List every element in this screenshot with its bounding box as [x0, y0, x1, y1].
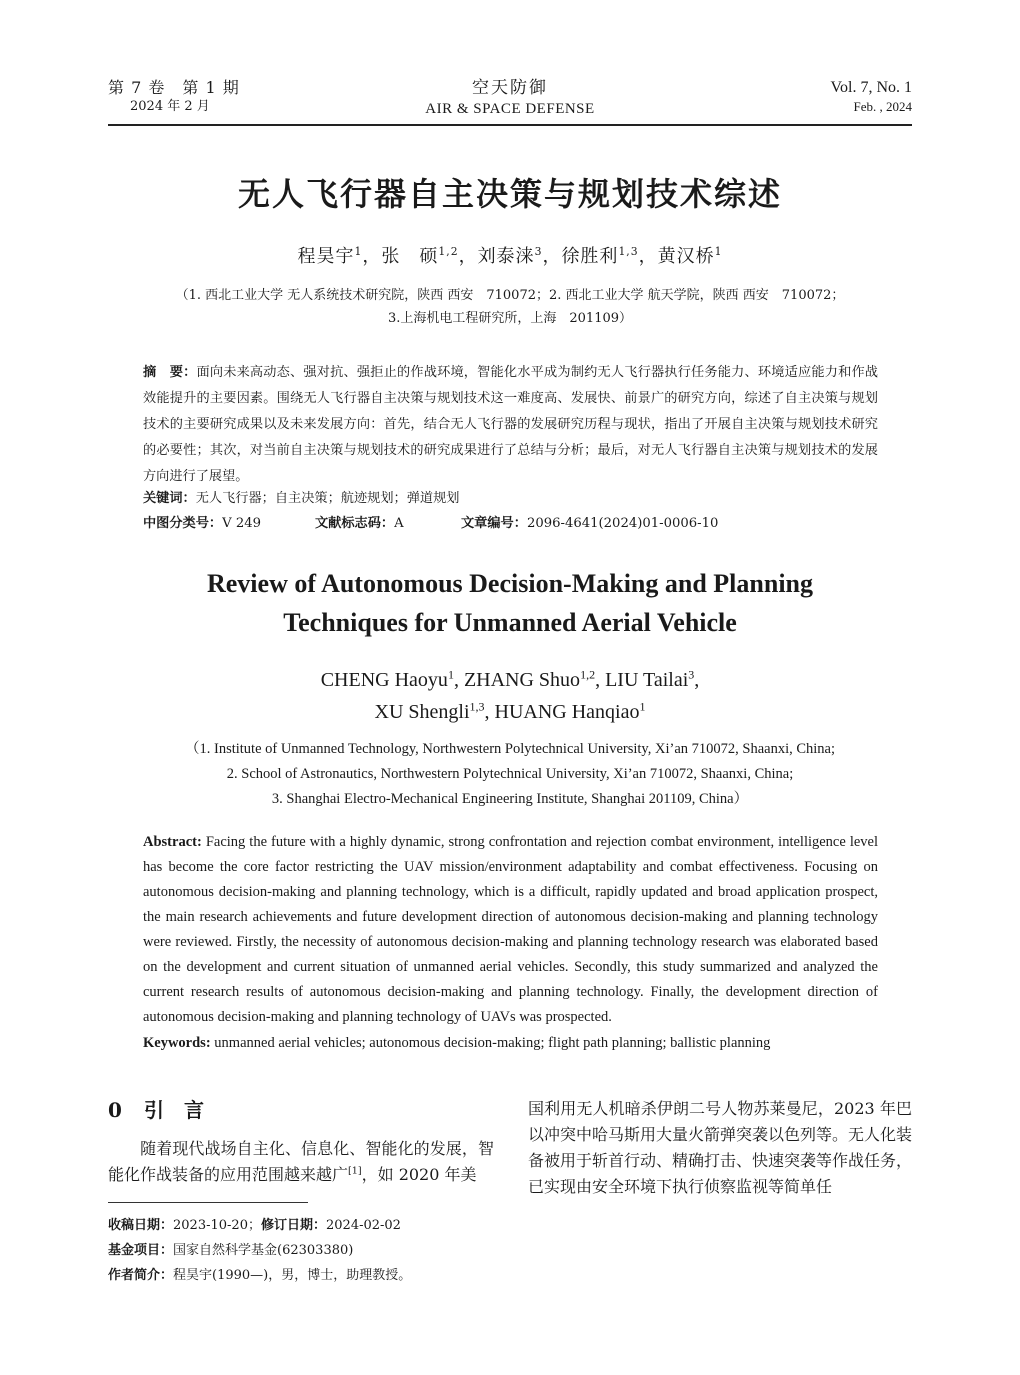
author-en: XU Shengli$^{1,3}$, [374, 699, 495, 723]
abstract-en-label: Abstract: [143, 834, 202, 850]
keywords-en [143, 1031, 903, 1056]
footnote-dates: 收稿日期：2023-10-20；修订日期：2024-02-02 [108, 1218, 401, 1233]
header-right [712, 78, 912, 116]
author-cn: 刘泰涞$^3$， [477, 245, 562, 267]
footnote-fund: 基金项目：国家自然科学基金(62303380) [108, 1243, 354, 1258]
intro-paragraph: 随着现代战场自主化、信息化、智能化的发展，智能化作战装备的应用范围越来越广[1]，如 2020 年美 [108, 1139, 494, 1184]
affiliation-en-line: （1. Institute of Unmanned Technology, Northwestern Polytechnical University, Xi’an 710072, Shaanxi, China; [184, 741, 836, 757]
title-cn: 无人飞行器自主决策与规划技术综述 [237, 175, 782, 213]
author-cn: 徐胜利$^{1,3}$， [561, 245, 658, 267]
article-number: 文章编号：2096-4641(2024)01-0006-10 [461, 516, 719, 531]
section-number: 0 [108, 1098, 124, 1122]
author-cn: 张 硕$^{1,2}$， [381, 245, 478, 267]
affiliation-en-line: 3. Shanghai Electro-Mechanical Engineering Institute, Shanghai 201109, China） [271, 791, 749, 807]
title-en-line: Review of Autonomous Decision-Making and Planning [206, 569, 814, 598]
classification-line [143, 513, 878, 535]
author-en: CHENG Haoyu$^1$, [320, 667, 464, 691]
volume-issue-en: Vol. 7, No. 1 [830, 79, 912, 96]
header-left [108, 78, 308, 116]
affiliation-en-line: 2. School of Astronautics, Northwestern Polytechnical University, Xi’an 710072, Shaanxi, China; [226, 766, 794, 782]
volume-issue-cn: 第 7 卷 第 1 期 [108, 78, 240, 97]
body-column-right: 国利用无人机暗杀伊朗二号人物苏莱曼尼，2023 年巴以冲突中哈马斯用大量火箭弹突袭以色列等。无人化装备被用于斩首行动、精确打击、快速突袭等作战任务，已实现由安全环境下执行侦察监视等简单任 [528, 1099, 913, 1196]
footnote-rule [108, 1202, 308, 1203]
authors-en [108, 664, 912, 728]
keywords-cn-label: 关键词： [143, 491, 196, 506]
affiliations-cn [130, 284, 890, 330]
abstract-cn-text: 面向未来高动态、强对抗、强拒止的作战环境，智能化水平成为制约无人飞行器执行任务能力、环境适应能力和作战效能提升的主要因素。围绕无人飞行器自主决策与规划技术这一难度高、发展快、前景广的研究方向，综述了自主决策与规划技术的主要研究成果以及未来发展方向：首先，结合无人飞行器的发展研究历程与现状，指出了开展自主决策与规划技术研究的必要性；其次，对当前自主决策与规划技术的研究成果进行了总结与分析；最后，对无人飞行器自主决策与规划技术的发展方向进行了展望。 [143, 365, 878, 484]
keywords-cn-text: 无人飞行器；自主决策；航迹规划；弹道规划 [195, 491, 460, 506]
abstract-cn-label: 摘 要： [143, 365, 197, 380]
footnote-author: 作者简介：程昊宇(1990—)，男，博士，助理教授。 [108, 1268, 412, 1283]
journal-name [360, 78, 660, 119]
section-heading [108, 1094, 494, 1126]
keywords-cn [143, 488, 878, 510]
section-title-char: 言 [184, 1098, 206, 1122]
author-cn: 程昊宇$^1$， [297, 245, 382, 267]
authors-cn [108, 244, 912, 270]
abstract-cn [143, 360, 878, 490]
header-rule [108, 124, 912, 126]
body-column-left [108, 1094, 494, 1188]
author-en: HUANG Hanqiao$^1$ [494, 699, 646, 723]
publication-date-cn: 2024 年 2 月 [130, 99, 210, 114]
author-en: LIU Tailai$^3$, [605, 667, 700, 691]
authors-en-line [108, 696, 912, 728]
document-code: 文献标志码：A [315, 516, 404, 531]
journal-name-en: AIR & SPACE DEFENSE [425, 101, 595, 117]
keywords-en-text: unmanned aerial vehicles; autonomous decision-making; flight path planning; ballistic planning [214, 1035, 771, 1051]
author-en: ZHANG Shuo$^{1,2}$, [463, 667, 606, 691]
footnotes [108, 1213, 912, 1288]
abstract-en [143, 830, 878, 1030]
affiliation-line: 3.上海机电工程研究所，上海 201109） [387, 311, 633, 326]
affiliation-line: （1. 西北工业大学 无人系统技术研究院，陕西 西安 710072；2. 西北工业大学 航天学院，陕西 西安 710072； [175, 288, 845, 303]
affiliations-en [108, 737, 912, 812]
authors-en-line [108, 664, 912, 696]
title-en [108, 564, 912, 642]
author-cn: 黄汉桥$^1$ [657, 245, 723, 267]
clc-number: 中图分类号：V 249 [143, 516, 262, 531]
title-en-line: Techniques for Unmanned Aerial Vehicle [283, 608, 737, 637]
publication-date-en: Feb. , 2024 [853, 99, 912, 114]
section-title-char: 引 [144, 1098, 166, 1122]
citation: [1] [348, 1165, 362, 1177]
keywords-en-label: Keywords: [143, 1035, 211, 1051]
journal-name-cn: 空天防御 [472, 78, 548, 98]
abstract-en-text: Facing the future with a highly dynamic, strong confrontation and rejection combat environment, intelligence level has become the core factor restricting the UAV mission/environment adaptability and combat effectiveness. Focusing on autonomous decision-making and planning technology, which is a difficult, rapidly updated and broad application prospect, the main research achievements and future development direction of autonomous decision-making and planning technology were reviewed. Firstly, the necessity of autonomous decision-making and planning technology research was elaborated based on the development and current situation of unmanned aerial vehicles. Secondly, this study summarized and analyzed the current research results of autonomous decision-making and planning technology. Finally, the development direction of autonomous decision-making and planning technology of UAVs was prospected. [143, 834, 878, 1025]
